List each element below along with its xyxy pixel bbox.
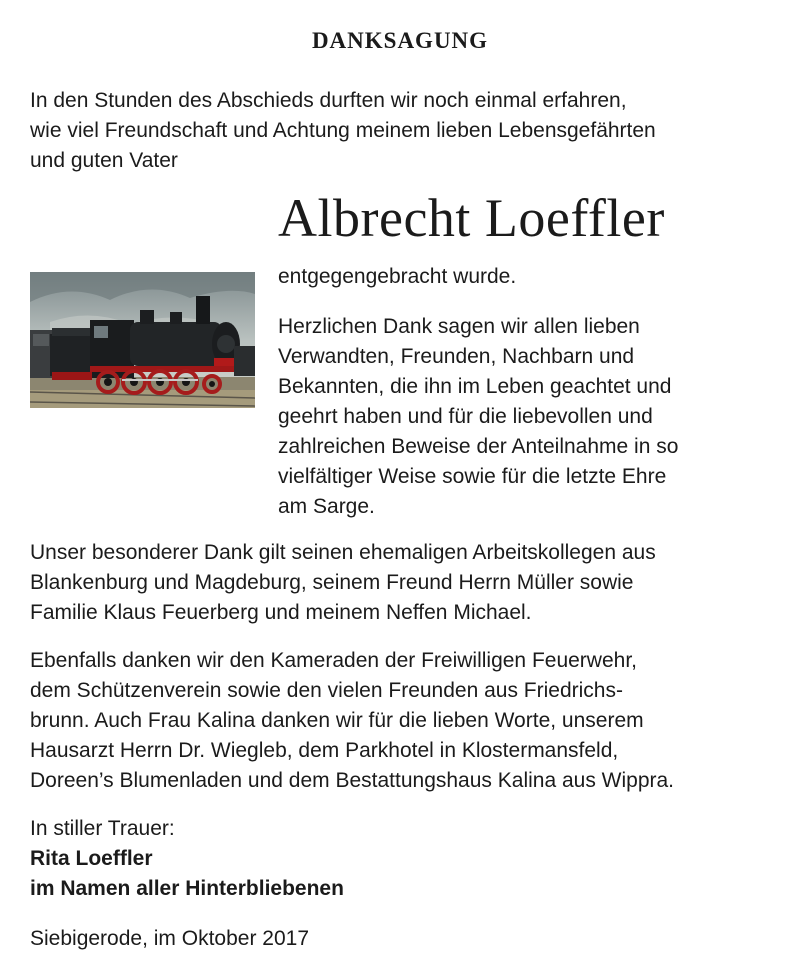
text-line: Unser besonderer Dank gilt seinen ehemaligen Arbeitskollegen aus (30, 541, 656, 564)
page-title: DANKSAGUNG (311, 28, 489, 53)
received-line (278, 262, 516, 292)
text-line: brunn. Auch Frau Kalina danken wir für die lieben Worte, unserem (30, 709, 644, 732)
text-line: Verwandten, Freunden, Nachbarn und (278, 345, 635, 368)
place-date (30, 924, 309, 954)
signatory-line: im Namen aller Hinterbliebenen (30, 877, 344, 900)
text-line: In stiller Trauer: (30, 817, 175, 840)
text-line: Blankenburg und Magdeburg, seinem Freund Herrn Müller sowie (30, 571, 634, 594)
text-line: zahlreichen Beweise der Anteilnahme in so (278, 435, 679, 458)
text-line: und guten Vater (30, 149, 178, 172)
text-line: wie viel Freundschaft und Achtung meinem lieben Lebensgefährten (30, 119, 656, 142)
text-line: Hausarzt Herrn Dr. Wiegleb, dem Parkhotel in Klostermansfeld, (30, 739, 619, 762)
text-line: Doreen’s Blumenladen und dem Bestattungshaus Kalina aus Wippra. (30, 769, 675, 792)
text-line: geehrt haben und für die liebevollen und (278, 405, 653, 428)
text-line: In den Stunden des Abschieds durften wir noch einmal erfahren, (30, 89, 627, 112)
mourning-label (30, 814, 175, 844)
deceased-name: Albrecht Loeffler (278, 188, 665, 248)
text-line: Familie Klaus Feuerberg und meinem Neffen Michael. (30, 601, 532, 624)
signatory-name: Rita Loeffler (30, 847, 153, 870)
steam-locomotive-icon (30, 272, 255, 408)
special-thanks-paragraph (30, 538, 656, 628)
text-line: Siebigerode, im Oktober 2017 (30, 927, 309, 950)
text-line: Herzlichen Dank sagen wir allen lieben (278, 315, 640, 338)
signatories (30, 844, 344, 904)
text-line: vielfältiger Weise sowie für die letzte Ehre (278, 465, 667, 488)
thanks-paragraph (278, 312, 678, 522)
text-line: dem Schützenverein sowie den vielen Freunden aus Friedrichs- (30, 679, 623, 702)
text-line: entgegengebracht wurde. (278, 265, 517, 288)
text-line: am Sarge. (278, 495, 375, 518)
further-thanks-paragraph (30, 646, 674, 796)
text-line: Bekannten, die ihn im Leben geachtet und (278, 375, 672, 398)
intro-paragraph (30, 86, 656, 176)
text-line: Ebenfalls danken wir den Kameraden der Freiwilligen Feuerwehr, (30, 649, 637, 672)
